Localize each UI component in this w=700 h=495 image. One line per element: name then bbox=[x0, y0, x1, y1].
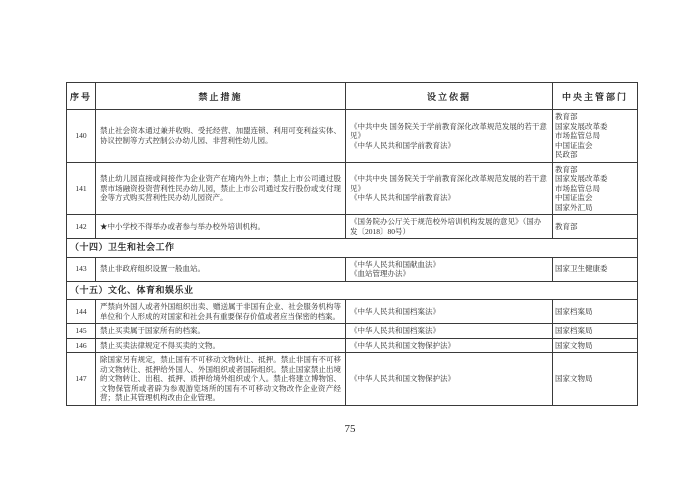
cell-establishment-basis bbox=[346, 162, 553, 215]
table-row bbox=[67, 110, 638, 163]
table-row bbox=[67, 215, 638, 239]
cell-establishment-basis bbox=[346, 300, 553, 324]
cell-serial-number: 143 bbox=[67, 257, 96, 281]
cell-prohibited-measure: 禁止社会资本通过兼并收购、受托经营、加盟连锁、利用可变利益实体、协议控制等方式控制公办幼儿园、非营利性幼儿园。 bbox=[96, 110, 346, 163]
cell-serial-number: 142 bbox=[67, 215, 96, 239]
cell-serial-number: 147 bbox=[67, 353, 96, 406]
basis-line: 《中华人民共和国档案法》 bbox=[350, 306, 440, 316]
department-line: 国家外汇局 bbox=[555, 202, 593, 212]
department-line: 市场监管总局 bbox=[555, 183, 600, 193]
section-header-row bbox=[67, 281, 638, 300]
department-line: 民政部 bbox=[555, 150, 578, 159]
basis-line: 《中华人民共和国学前教育法》 bbox=[350, 193, 455, 202]
table-row bbox=[67, 353, 638, 406]
cell-prohibited-measure: 除国家另有规定，禁止国有不可移动文物转让、抵押。禁止非国有不可移动文物转让、抵押给外国人、外国组织或者国际组织。禁止国家禁止出境的文物转让、出租、抵押、质押给境外组织或个人。禁止将建立博物馆、文物保管所或者辟为参观游览场所的国有不可移动文物改作企业资产经营；禁止其管理机构改由企业管理。 bbox=[96, 353, 346, 406]
cell-central-department bbox=[553, 338, 638, 353]
section-header-row bbox=[67, 239, 638, 258]
cell-establishment-basis bbox=[346, 338, 553, 353]
basis-line: 《中华人民共和国文物保护法》 bbox=[350, 374, 455, 383]
cell-establishment-basis bbox=[346, 257, 553, 281]
department-line: 中国证监会 bbox=[555, 193, 593, 202]
table-row bbox=[67, 300, 638, 324]
department-line: 国家发展改革委 bbox=[555, 121, 608, 131]
header-prohibited-measure: 禁止措施 bbox=[96, 83, 346, 110]
header-central-department: 中央主管部门 bbox=[553, 83, 638, 110]
cell-establishment-basis bbox=[346, 110, 553, 163]
basis-line: 《中华人民共和国文物保护法》 bbox=[350, 340, 455, 350]
table-row bbox=[67, 162, 638, 215]
department-line: 市场监管总局 bbox=[555, 131, 600, 140]
cell-prohibited-measure: ★中小学校不得举办或者参与举办校外培训机构。 bbox=[96, 215, 346, 239]
department-line: 国家档案局 bbox=[555, 306, 593, 316]
department-line: 教育部 bbox=[555, 221, 578, 231]
department-line: 国家档案局 bbox=[555, 326, 593, 335]
department-line: 教育部 bbox=[555, 112, 578, 121]
cell-prohibited-measure: 严禁向外国人或者外国组织出卖、赠送属于非国有企业、社会服务机构等单位和个人形成的对国家和社会具有重要保存价值或者应当保密的档案。 bbox=[96, 300, 346, 324]
cell-central-department bbox=[553, 162, 638, 215]
cell-establishment-basis bbox=[346, 324, 553, 339]
table-body bbox=[67, 110, 638, 406]
basis-line: 《中华人民共和国档案法》 bbox=[350, 326, 440, 335]
department-line: 中国证监会 bbox=[555, 140, 593, 150]
department-line: 国家文物局 bbox=[555, 374, 593, 383]
basis-line: 《血站管理办法》 bbox=[350, 269, 410, 278]
cell-central-department bbox=[553, 215, 638, 239]
cell-central-department bbox=[553, 353, 638, 406]
table-row bbox=[67, 257, 638, 281]
department-line: 国家发展改革委 bbox=[555, 174, 608, 183]
section-header-label: （十四）卫生和社会工作 bbox=[67, 239, 638, 258]
cell-prohibited-measure: 禁止买卖法律规定不得买卖的文物。 bbox=[96, 338, 346, 353]
department-line: 国家卫生健康委 bbox=[555, 264, 608, 274]
basis-line: 《中共中央 国务院关于学前教育深化改革规范发展的若干意见》 bbox=[350, 174, 547, 193]
table-row bbox=[67, 324, 638, 339]
cell-prohibited-measure: 禁止买卖属于国家所有的档案。 bbox=[96, 324, 346, 339]
cell-central-department bbox=[553, 324, 638, 339]
negative-list-table bbox=[66, 82, 638, 406]
cell-prohibited-measure: 禁止非政府组织设置一般血站。 bbox=[96, 257, 346, 281]
header-establishment-basis: 设立依据 bbox=[346, 83, 553, 110]
cell-central-department bbox=[553, 300, 638, 324]
cell-central-department bbox=[553, 110, 638, 163]
section-header-label: （十五）文化、体育和娱乐业 bbox=[67, 281, 638, 300]
cell-serial-number: 141 bbox=[67, 162, 96, 215]
cell-prohibited-measure: 禁止幼儿园直接或间接作为企业资产在境内外上市；禁止上市公司通过股票市场融资投资营利性民办幼儿园，禁止上市公司通过发行股份或支付现金等方式购买营利性民办幼儿园资产。 bbox=[96, 162, 346, 215]
department-line: 教育部 bbox=[555, 164, 578, 174]
basis-line: 《国务院办公厅关于规范校外培训机构发展的意见》（国办发〔2018〕80号） bbox=[350, 217, 542, 236]
cell-serial-number: 144 bbox=[67, 300, 96, 324]
cell-establishment-basis bbox=[346, 353, 553, 406]
cell-serial-number: 146 bbox=[67, 338, 96, 353]
cell-central-department bbox=[553, 257, 638, 281]
table-row bbox=[67, 338, 638, 353]
department-line: 国家文物局 bbox=[555, 340, 593, 350]
basis-line: 《中华人民共和国献血法》 bbox=[350, 259, 440, 269]
basis-line: 《中华人民共和国学前教育法》 bbox=[350, 140, 455, 150]
basis-line: 《中共中央 国务院关于学前教育深化改革规范发展的若干意见》 bbox=[350, 121, 547, 140]
table-header-row bbox=[67, 83, 638, 110]
cell-serial-number: 145 bbox=[67, 324, 96, 339]
header-serial-number: 序号 bbox=[67, 83, 96, 110]
cell-serial-number: 140 bbox=[67, 110, 96, 163]
page-number: 75 bbox=[344, 423, 356, 435]
cell-establishment-basis bbox=[346, 215, 553, 239]
